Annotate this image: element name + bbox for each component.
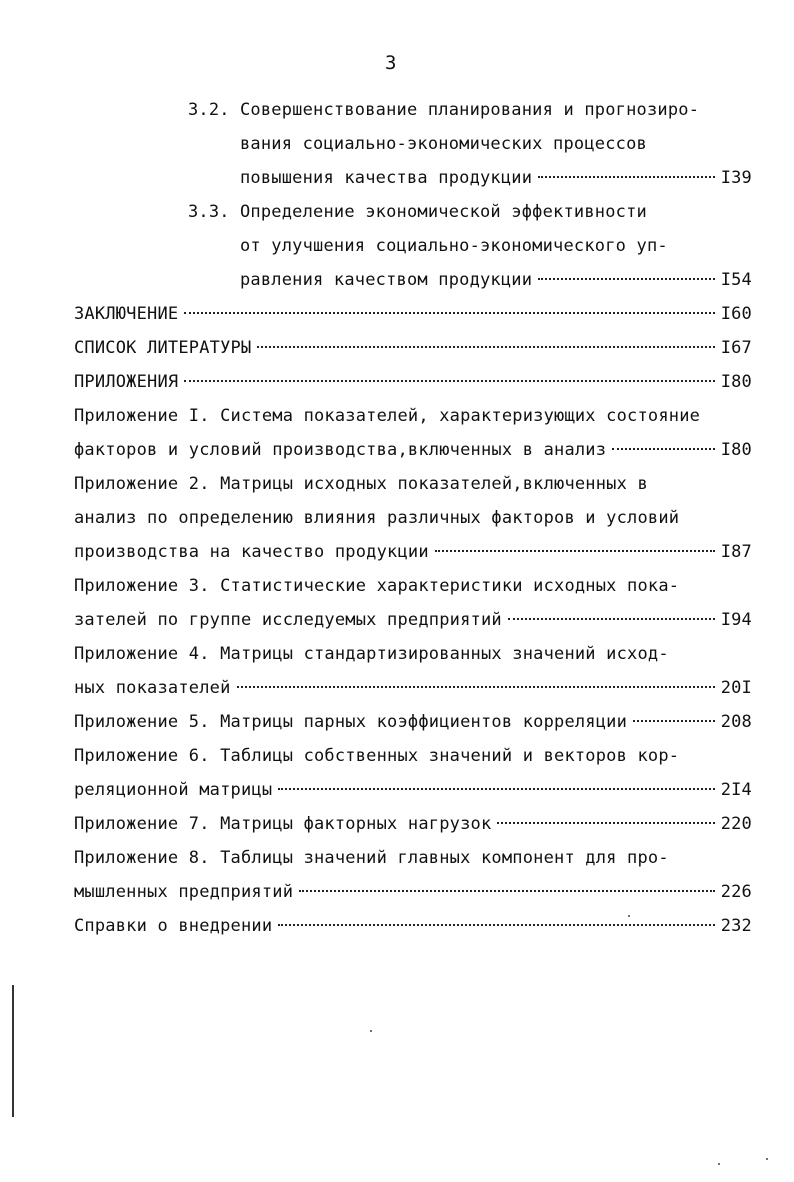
toc-leader-line: [74, 878, 752, 906]
page-ref: 208: [720, 712, 752, 732]
appendix-title-line: Приложение I. Система показателей, характеризующих состояние: [74, 406, 701, 426]
dot-leader: [278, 924, 714, 926]
dot-leader: [497, 822, 714, 824]
toc-chapter-references[interactable]: [74, 334, 752, 362]
page-ref: 232: [720, 916, 752, 936]
toc-leader-line: [74, 606, 752, 634]
dot-leader: [538, 278, 715, 280]
page-number: 3: [385, 52, 397, 74]
toc-chapter-appendices[interactable]: [74, 368, 752, 396]
appendix-title-line: зателей по группе исследуемых предприятий: [74, 610, 502, 630]
toc-leader-line: [74, 674, 752, 702]
toc-chapter-conclusion[interactable]: [74, 300, 752, 328]
scan-speck: [370, 1030, 372, 1032]
dot-leader: [299, 890, 715, 892]
section-title-line: равления качеством продукции: [240, 270, 533, 290]
section-number: 3.2.: [188, 100, 230, 120]
dot-leader: [538, 176, 715, 178]
appendix-title-line: Приложение 7. Матрицы факторных нагрузок: [74, 814, 492, 834]
appendix-title-line: реляционной матрицы: [74, 780, 273, 800]
page-ref: I94: [720, 610, 752, 630]
scan-speck: [766, 1158, 768, 1160]
page-ref: 20I: [720, 678, 752, 698]
dot-leader: [278, 788, 714, 790]
page-ref: I54: [720, 270, 752, 290]
dot-leader: [184, 380, 714, 382]
page-ref: I80: [720, 440, 752, 460]
page-ref: I67: [720, 338, 752, 358]
page-ref: 226: [720, 882, 752, 902]
appendix-title-line: производства на качество продукции: [74, 542, 429, 562]
appendix-title-line: ных показателей: [74, 678, 231, 698]
appendix-title-line: Справки о внедрении: [74, 916, 273, 936]
page-ref: I80: [720, 372, 752, 392]
dot-leader: [435, 550, 715, 552]
appendix-title-line: Приложение 2. Матрицы исходных показателей,включенных в: [74, 474, 648, 494]
toc-appendix-5[interactable]: [74, 708, 752, 736]
scan-margin-line: [12, 985, 14, 1117]
appendix-title-line: мышленных предприятий: [74, 882, 294, 902]
appendix-title-line: Приложение 8. Таблицы значений главных компонент для про-: [74, 848, 669, 868]
dot-leader: [237, 686, 715, 688]
page-ref: 2I4: [720, 780, 752, 800]
page-ref: I60: [720, 304, 752, 324]
toc-implementation-certificates[interactable]: [74, 912, 752, 940]
dot-leader: [612, 448, 715, 450]
chapter-title: СПИСОК ЛИТЕРАТУРЫ: [74, 338, 252, 358]
page-ref: I39: [720, 168, 752, 188]
dot-leader: [257, 346, 714, 348]
dot-leader: [184, 312, 714, 314]
appendix-title-line: Приложение 3. Статистические характеристики исходных пока-: [74, 576, 680, 596]
section-title-line: от улучшения социально-экономического уп-: [240, 236, 668, 256]
appendix-title-line: Приложение 6. Таблицы собственных значений и векторов кор-: [74, 746, 680, 766]
dot-leader: [508, 618, 715, 620]
toc-appendix-7[interactable]: [74, 810, 752, 838]
page-ref: I87: [720, 542, 752, 562]
toc-leader-line: [74, 538, 752, 566]
dot-leader: [633, 720, 715, 722]
scan-speck: [628, 915, 630, 917]
toc-leader-line: [74, 436, 752, 464]
appendix-title-line: факторов и условий производства,включенных в анализ: [74, 440, 607, 460]
scan-speck: [718, 1163, 720, 1165]
section-number: 3.3.: [188, 202, 230, 222]
page-ref: 220: [720, 814, 752, 834]
appendix-title-line: Приложение 4. Матрицы стандартизированных значений исход-: [74, 644, 669, 664]
chapter-title: ПРИЛОЖЕНИЯ: [74, 372, 179, 392]
chapter-title: ЗАКЛЮЧЕНИЕ: [74, 304, 179, 324]
toc-leader-line: [240, 164, 752, 192]
section-title-line: повышения качества продукции: [240, 168, 533, 188]
appendix-title-line: Приложение 5. Матрицы парных коэффициентов корреляции: [74, 712, 628, 732]
section-title-line: Определение экономической эффективности: [240, 202, 647, 222]
appendix-title-line: анализ по определению влияния различных факторов и условий: [74, 508, 680, 528]
toc-leader-line: [74, 776, 752, 804]
section-title-line: вания социально-экономических процессов: [240, 134, 647, 154]
section-title-line: Совершенствование планирования и прогнозиро-: [240, 100, 700, 120]
toc-leader-line: [240, 266, 752, 294]
